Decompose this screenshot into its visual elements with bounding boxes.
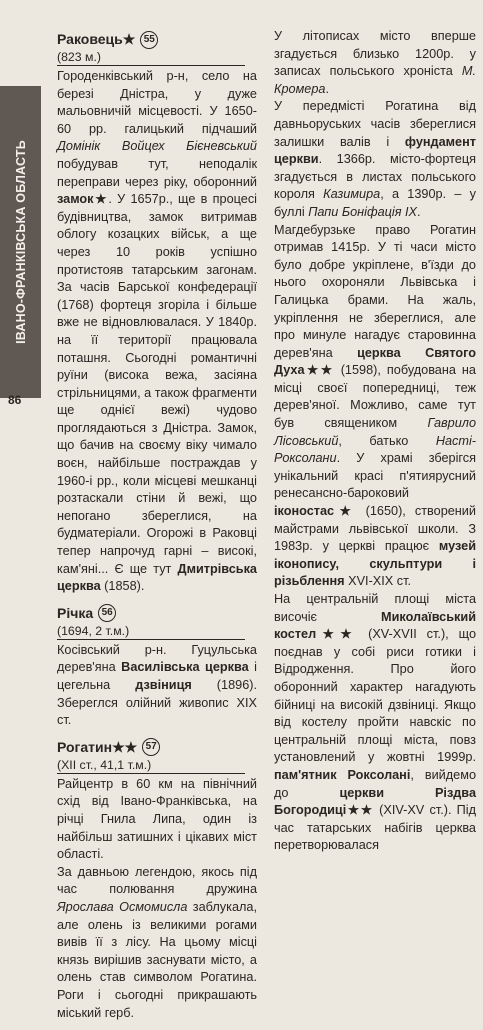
region-side-tab xyxy=(0,86,41,398)
entry-info: (1694, 2 т.м.) xyxy=(57,623,245,640)
entry-text: За давньою легендою, якось під час полювання дружина Ярослава Осмомисла заблукала, але олень із великими рогами вивів її з лісу. На цьому місці князь вирішив заснувати місто, а олень став символом Рогатина. Роги і сьогодні прикрашають міський герб. xyxy=(57,864,257,1020)
entry-number-badge: 55 xyxy=(140,31,158,49)
region-label: ІВАНО-ФРАНКІВСЬКА ОБЛАСТЬ xyxy=(13,140,28,344)
entry-title: Річка xyxy=(57,604,94,621)
entry-rakovets xyxy=(57,30,257,596)
entry-number-badge: 57 xyxy=(142,738,160,756)
entry-heading xyxy=(57,30,257,49)
left-column xyxy=(57,30,257,1030)
entry-text: У літописах місто вперше згадується близько 1200р. у записах польського хроніста М. Кромера. xyxy=(274,29,476,96)
entry-title: Рогатин★★ xyxy=(57,738,138,755)
entry-heading xyxy=(57,604,257,623)
entry-number-badge: 56 xyxy=(98,604,116,622)
entry-text: Косівський р-н. Гуцульська дерев'яна Василівська церква і цегельна дзвіниця (1896). Збереглся олійний живопис XIX ст. xyxy=(57,642,258,728)
entry-text: На центральній площі міста височіє Миколаївський костел★★ (XV-XVII ст.), що поєднав у собі риси готики і Відродження. Про його оборонний характер нагадують бійниці на високій дзвіниці. Якщо від костелу пройти навскіс по центральній площі міста, повз установлений у жовтні 1999р. пам'ятник Роксолані, вийдемо до церкви Різдва Богородиці★★ (XIV-XV ст.). Під час татарських набігів церква перетворювалася xyxy=(274,592,476,853)
entry-info: (823 м.) xyxy=(57,49,245,66)
entry-text: У передмісті Рогатина від давньоруських часів збереглися залишки валів і фундамент церкви. 1366р. місто-фортеця згадується в листах польського короля Казимира, а 1390р. – у буллі Папи Боніфація IX. xyxy=(274,99,477,219)
entry-richka xyxy=(57,604,257,730)
right-column xyxy=(274,28,476,855)
entry-rohatyn xyxy=(57,738,257,1022)
entry-heading xyxy=(57,738,257,757)
entry-text: Райцентр в 60 км на північний схід від Івано-Франківська, на річці Гнила Липа, один із найбільш затишних і цікавих міст області. xyxy=(57,776,257,862)
page-number: 86 xyxy=(8,393,22,407)
entry-title: Раковець★ xyxy=(57,31,136,47)
entry-text: Городенківський р-н, село на березі Дністра, у дуже мальовничій місцевості. У 1650-60 рр. галицький підчаший Домінік Войцех Бієневський побудував тут, неподалік переправи через ріку, оборонний замок★. У 1657р., ще в процесі будівництва, замок витримав облогу козацких військ, а ще через 10 років успішно протистояв татарським загонам. За часів Барської конфедерації (1768) фортеця згоріла і більше вже не відновлювалася. У 1840р. на її території працювала поташня. Сьогодні романтичні руїни (висока вежа, засіяна стрільницями, а також фрагменти ще однієї вежі) чудово проглядаються з Дністра. Замок, що бачив на своєму віку чимало воєн, найбільше постраждав у 1960-і рр., коли місцеві мешканці розтаскали стіни й вежі, що непогано збереглися, на будматеріали. Огорожі в Раковці тепер напрочуд гарні – високі, кам'яні... Є ще тут Дмитрівська церква (1858). xyxy=(57,69,257,594)
entry-info: (XII ст., 41,1 т.м.) xyxy=(57,757,245,774)
entry-text: Магдебурзьке право Рогатин отримав 1415р. У ті часи місто було добре укріплене, в'їзди до нього охороняли Львівська і Галицька брами. На жаль, укріплення не збереглися, але про минуле нагадує старовинна дерев'яна церква Святого Духа★★ (1598), побудована на місці своєї попередниці, теж дерев'яної. Можливо, саме тут був священиком Гаврило Лісовський, батько Насті-Роксолани. У храмі зберігся унікальний красі п'ятиярусний ренесансно-бароковий іконостас★ (1650), створений майстрами львівської школи. З 1983р. у церкві працює музей іконопису, скульптури і різьблення XVI-XIX ст. xyxy=(274,222,476,589)
